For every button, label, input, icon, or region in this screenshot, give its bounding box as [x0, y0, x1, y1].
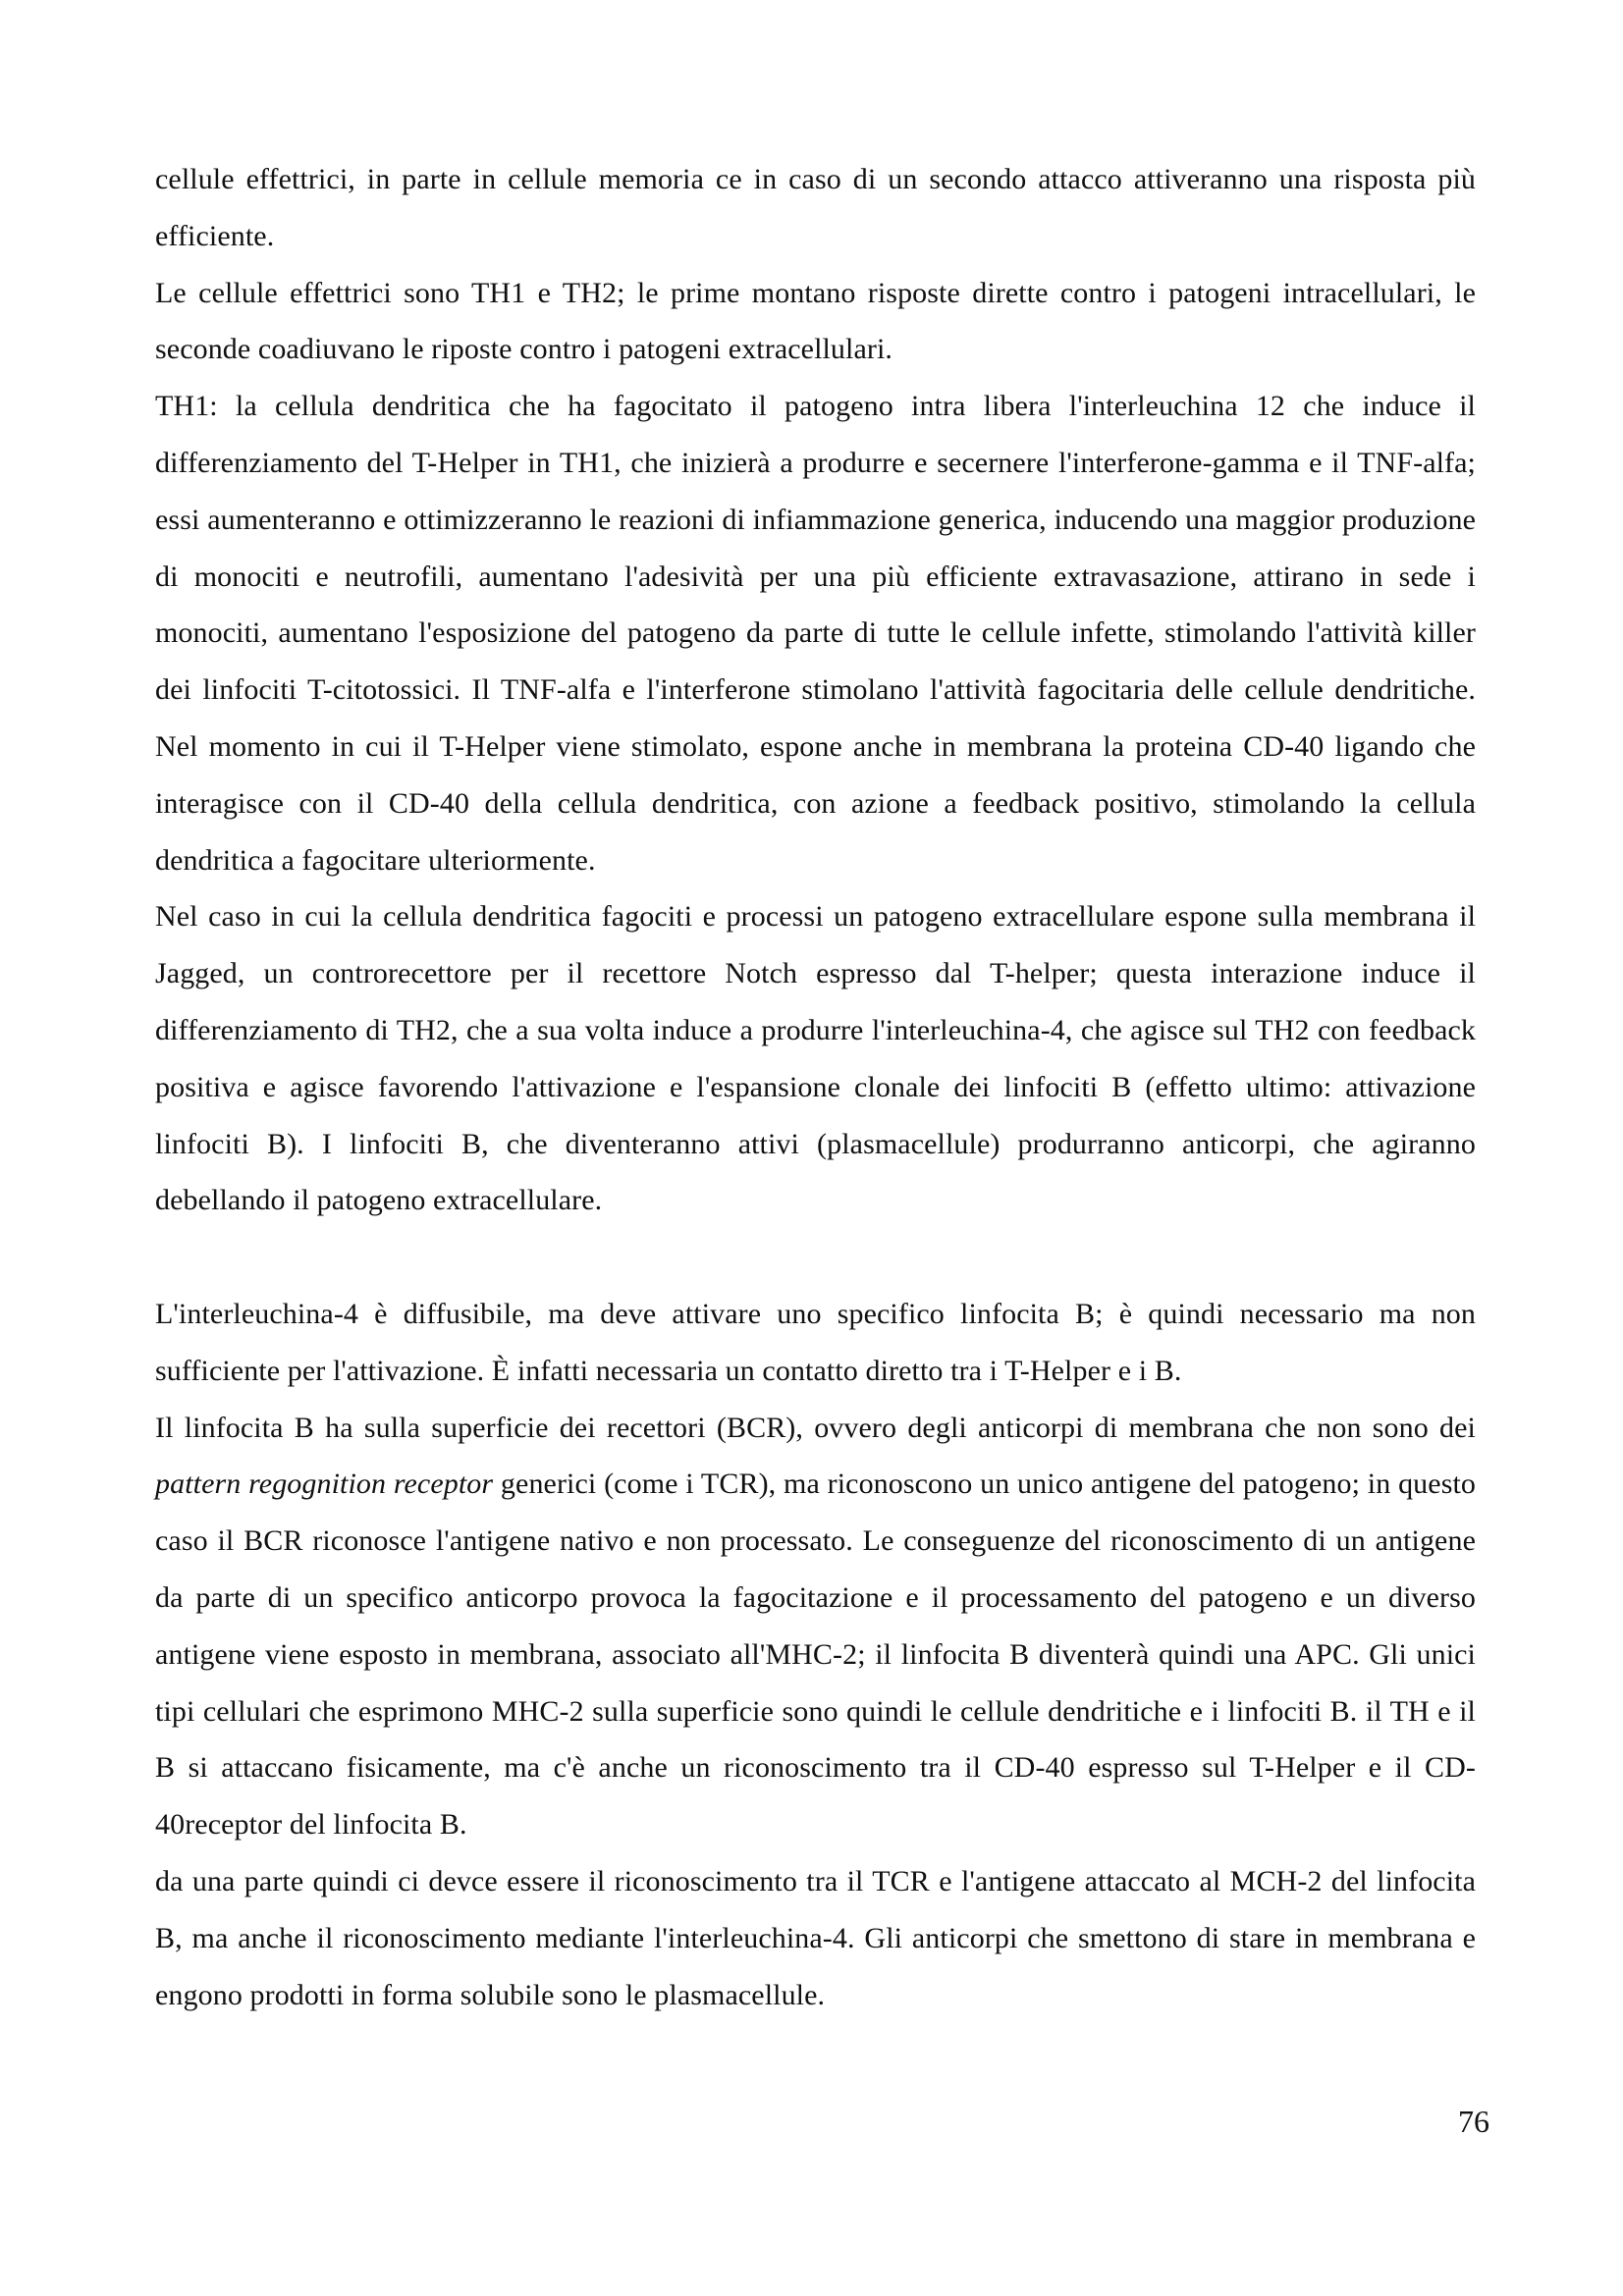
- bcr-text-after: generici (come i TCR), ma riconoscono un unico antigene del patogeno; in questo caso il BCR riconosce l'antigene nativo e non processato. Le conseguenze del riconoscimento di un antigene da parte di un specifico anticorpo provoca la fagocitazione e il processamento del patogeno e un diverso antigene viene esposto in membrana, associato all'MHC-2; il linfocita B diventerà quindi una APC. Gli unici tipi cellulari che esprimono MHC-2 sulla superficie sono quindi le cellule dendritiche e i linfociti B. il TH e il B si attaccano fisicamente, ma c'è anche un riconoscimento tra il CD-40 espresso sul T-Helper e il CD-40receptor del linfocita B.: [155, 1468, 1476, 1842]
- paragraph-th2: Nel caso in cui la cellula dendritica fagociti e processi un patogeno extracellulare espone sulla membrana il Jagged, un controrecettore per il recettore Notch espresso dal T-helper; questa interazione induce il differenziamento di TH2, che a sua volta induce a produrre l'interleuchina-4, che agisce sul TH2 con feedback positiva e agisce favorendo l'attivazione e l'espansione clonale dei linfociti B (effetto ultimo: attivazione linfociti B). I linfociti B, che diventeranno attivi (plasmacellule) produrranno anticorpi, che agiranno debellando il patogeno extracellulare.: [155, 900, 1476, 1217]
- paragraph-th1-th2-intro: Le cellule effettrici sono TH1 e TH2; le prime montano risposte dirette contro i patogeni intracellulari, le seconde coadiuvano le riposte contro i patogeni extracellulari.: [155, 276, 1476, 366]
- paragraph-recognition: da una parte quindi ci devce essere il riconoscimento tra il TCR e l'antigene attaccato al MCH-2 del linfocita B, ma anche il riconoscimento mediante l'interleuchina-4. Gli anticorpi che smettono di stare in membrana e engono prodotti in forma solubile sono le plasmacellule.: [155, 1864, 1476, 2011]
- bcr-italic-term: pattern regognition receptor: [155, 1468, 494, 1501]
- paragraph-th1: TH1: la cellula dendritica che ha fagocitato il patogeno intra libera l'interleuchina 12 che induce il differenziamento del T-Helper in TH1, che inizierà a produrre e secernere l'interferone-gamma e il TNF-alfa; essi aumenteranno e ottimizzeranno le reazioni di infiammazione generica, inducendo una maggior produzione di monociti e neutrofili, aumentano l'adesività per una più efficiente extravasazione, attirano in sede i monociti, aumentano l'esposizione del patogeno da parte di tutte le cellule infette, stimolando l'attività killer dei linfociti T-citotossici. Il TNF-alfa e l'interferone stimolano l'attività fagocitaria delle cellule dendritiche. Nel momento in cui il T-Helper viene stimolato, espone anche in membrana la proteina CD-40 ligando che interagisce con il CD-40 della cellula dendritica, con azione a feedback positivo, stimolando la cellula dendritica a fagocitare ulteriormente.: [155, 390, 1476, 877]
- body-text: [155, 151, 1476, 2023]
- paragraph-gap: [155, 1229, 1476, 1286]
- paragraph-interleukin-4: L'interleuchina-4 è diffusibile, ma deve attivare uno specifico linfocita B; è quindi necessario ma non sufficiente per l'attivazione. È infatti necessaria un contatto diretto tra i T-Helper e i B.: [155, 1297, 1476, 1387]
- paragraph-effector-memory: cellule effettrici, in parte in cellule memoria ce in caso di un secondo attacco attiveranno una risposta più efficiente.: [155, 163, 1476, 252]
- page-number: 76: [1458, 2104, 1489, 2139]
- paragraph-bcr: [155, 1400, 1476, 1853]
- bcr-text-before: Il linfocita B ha sulla superficie dei recettori (BCR), ovvero degli anticorpi di membrana che non sono dei: [155, 1411, 1476, 1444]
